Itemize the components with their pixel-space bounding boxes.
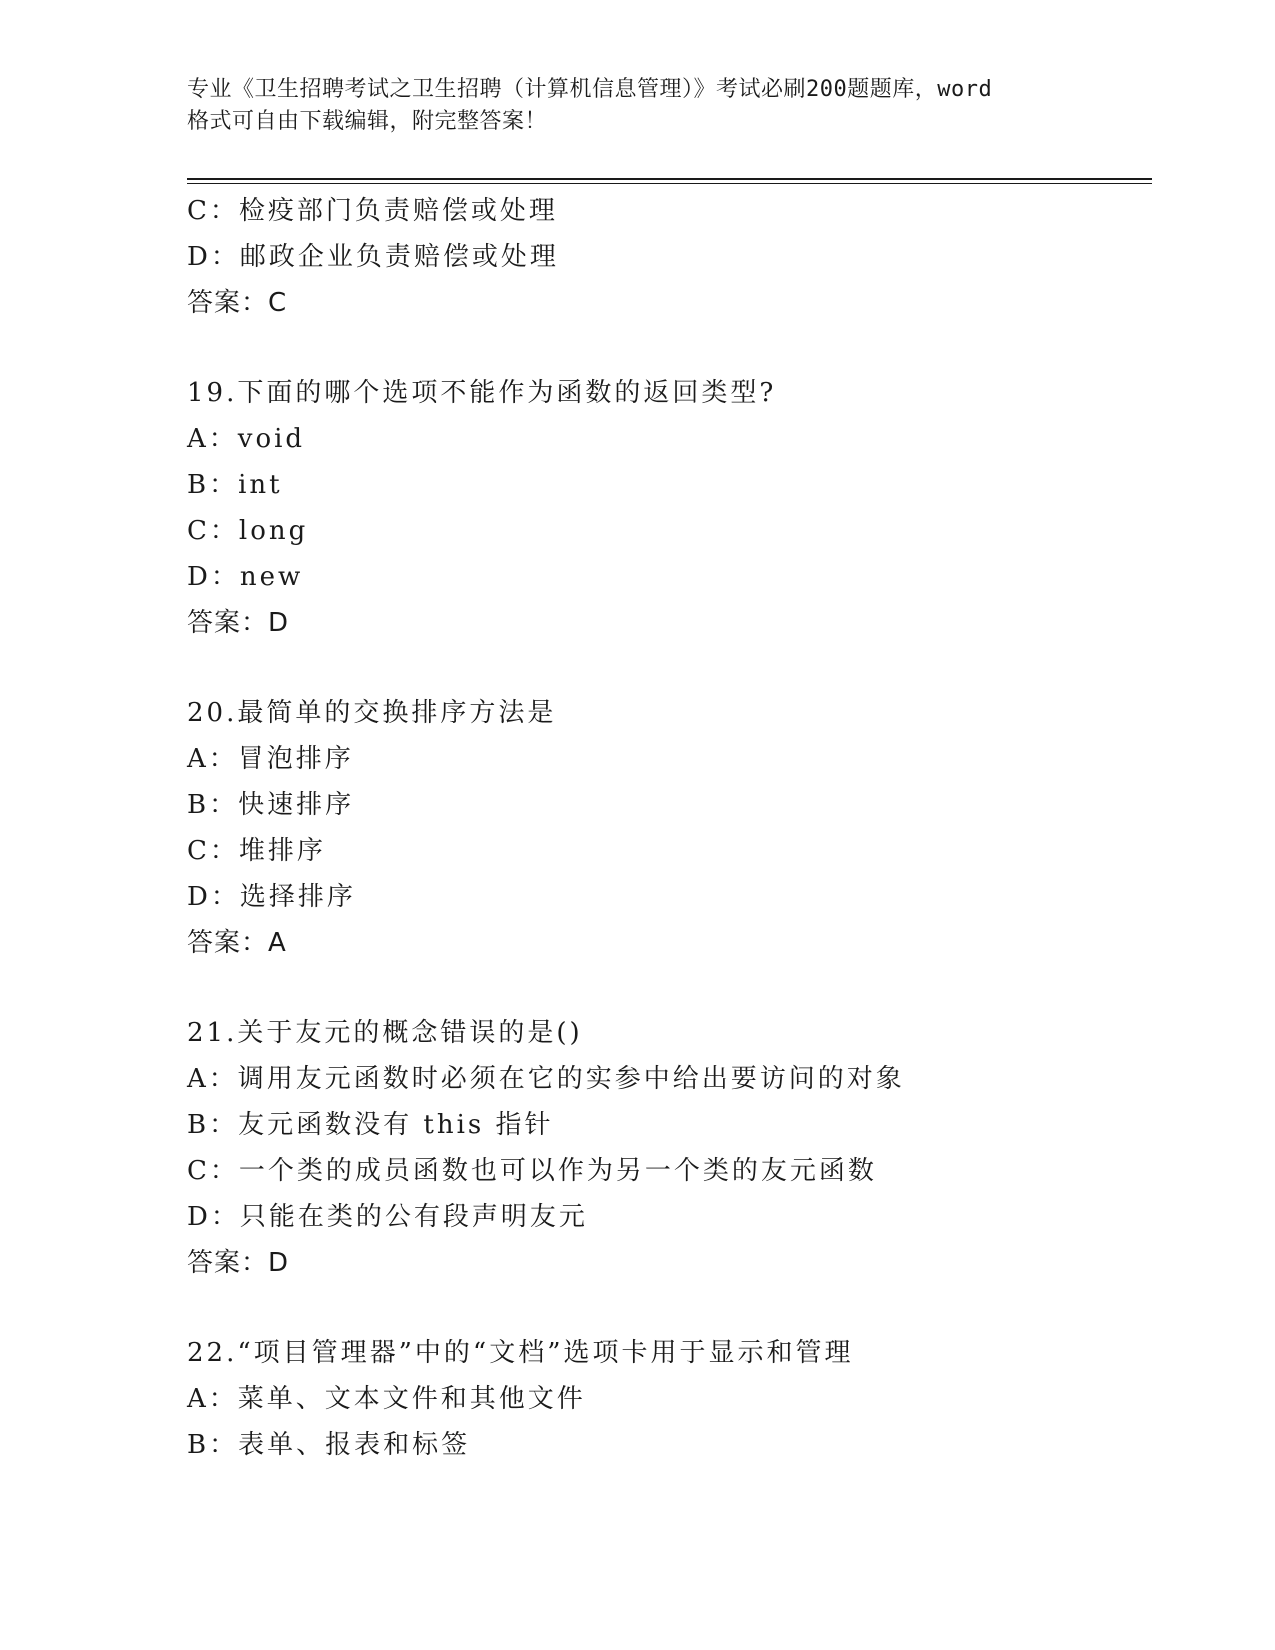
question-stem: 22.“项目管理器”中的“文档”选项卡用于显示和管理 xyxy=(187,1338,854,1368)
question-stem: 21.关于友元的概念错误的是() xyxy=(187,1018,583,1048)
option-b: B：int xyxy=(187,470,283,500)
header-line-2: 格式可自由下载编辑，附完整答案！ xyxy=(187,109,548,134)
question-21 xyxy=(187,1010,1152,1286)
question-19 xyxy=(187,370,1152,646)
spacer xyxy=(187,646,1152,690)
question-list xyxy=(187,188,1152,1468)
option-c: C：long xyxy=(187,516,309,546)
spacer xyxy=(187,966,1152,1010)
option-d: D：邮政企业负责赔偿或处理 xyxy=(187,242,559,272)
header-divider-thin xyxy=(187,183,1152,184)
option-a: A：冒泡排序 xyxy=(187,744,354,774)
carryover-question xyxy=(187,188,1152,326)
option-a: A：void xyxy=(187,424,306,454)
header-divider-thick xyxy=(187,178,1152,180)
option-a: A：菜单、文本文件和其他文件 xyxy=(187,1384,586,1414)
option-d: D：只能在类的公有段声明友元 xyxy=(187,1202,588,1232)
option-c: C：堆排序 xyxy=(187,836,326,866)
question-22 xyxy=(187,1330,1152,1468)
spacer xyxy=(187,326,1152,370)
option-d: D：选择排序 xyxy=(187,882,356,912)
option-a: A：调用友元函数时必须在它的实参中给出要访问的对象 xyxy=(187,1064,905,1094)
option-c: C：一个类的成员函数也可以作为另一个类的友元函数 xyxy=(187,1156,877,1186)
answer-line: 答案：A xyxy=(187,928,287,958)
option-c: C：检疫部门负责赔偿或处理 xyxy=(187,196,558,226)
option-d: D：new xyxy=(187,562,304,592)
question-stem: 20.最简单的交换排序方法是 xyxy=(187,698,557,728)
option-b: B：表单、报表和标签 xyxy=(187,1430,471,1460)
answer-line: 答案：C xyxy=(187,288,288,318)
option-b: B：友元函数没有 this 指针 xyxy=(187,1110,554,1140)
header-line-1: 专业《卫生招聘考试之卫生招聘（计算机信息管理）》考试必刷200题题库，word xyxy=(187,77,993,102)
answer-line: 答案：D xyxy=(187,1248,290,1278)
spacer xyxy=(187,1286,1152,1330)
option-b: B：快速排序 xyxy=(187,790,355,820)
question-stem: 19.下面的哪个选项不能作为函数的返回类型? xyxy=(187,378,777,408)
answer-line: 答案：D xyxy=(187,608,290,638)
document-header xyxy=(187,74,1087,138)
question-20 xyxy=(187,690,1152,966)
